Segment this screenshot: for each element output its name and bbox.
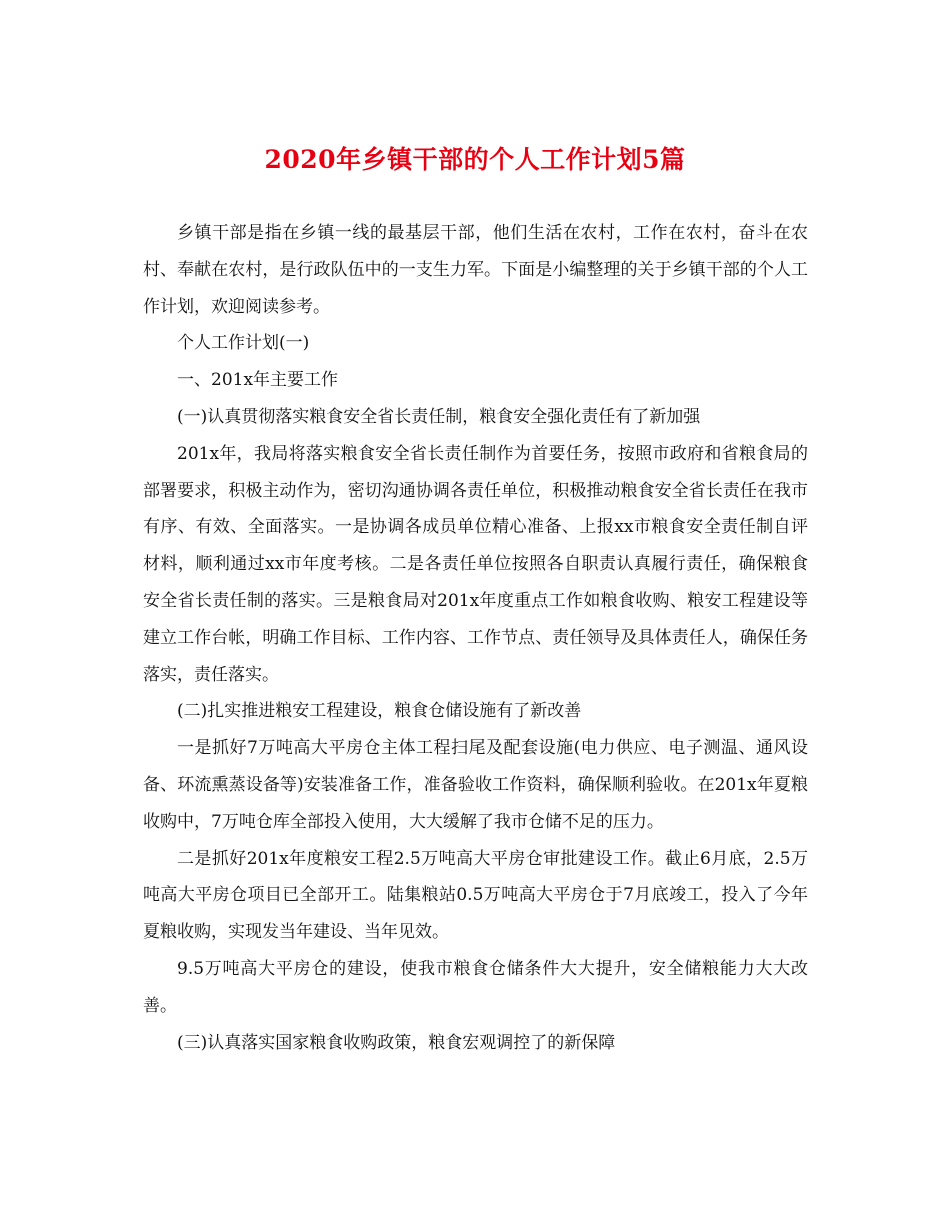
paragraph-body-4: 9.5万吨高大平房仓的建设，使我市粮食仓储条件大大提升，安全储粮能力大大改善。 (143, 958, 808, 1016)
paragraph-plan-heading: 个人工作计划(一) (177, 333, 310, 354)
paragraph-intro: 乡镇干部是指在乡镇一线的最基层干部，他们生活在农村，工作在农村，奋斗在农村、奉献在农村，是行政队伍中的一支生力军。下面是小编整理的关于乡镇干部的个人工作计划，欢迎阅读参考。 (143, 223, 808, 317)
paragraph-subheading-1: (一)认真贯彻落实粮食安全省长责任制，粮食安全强化责任有了新加强 (177, 406, 701, 427)
document-title: 2020年乡镇干部的个人工作计划5篇 (264, 145, 686, 174)
document-body (143, 215, 808, 1061)
paragraph-body-2: 一是抓好7万吨高大平房仓主体工程扫尾及配套设施(电力供应、电子测温、通风设备、环流熏蒸设备等)安装准备工作，准备验收工作资料，确保顺利验收。在201x年夏粮收购中，7万吨仓库全部投入使用，大大缓解了我市仓储不足的压力。 (143, 738, 808, 832)
paragraph-subheading-3: (三)认真落实国家粮食收购政策，粮食宏观调控了的新保障 (177, 1032, 616, 1053)
paragraph-subheading-2: (二)扎实推进粮安工程建设，粮食仓储设施有了新改善 (177, 701, 582, 722)
paragraph-body-3: 二是抓好201x年度粮安工程2.5万吨高大平房仓审批建设工作。截止6月底，2.5万吨高大平房仓项目已全部开工。陆集粮站0.5万吨高大平房仓于7月底竣工，投入了今年夏粮收购，实现发当年建设、当年见效。 (143, 848, 808, 943)
paragraph-body-1: 201x年，我局将落实粮食安全省长责任制作为首要任务，按照市政府和省粮食局的部署要求，积极主动作为，密切沟通协调各责任单位，积极推动粮食安全省长责任在我市有序、有效、全面落实。一是协调各成员单位精心准备、上报xx市粮食安全责任制自评材料，顺利通过xx市年度考核。二是各责任单位按照各自职责认真履行责任，确保粮食安全省长责任制的落实。三是粮食局对201x年度重点工作如粮食收购、粮安工程建设等建立工作台帐，明确工作目标、工作内容、工作节点、责任领导及具体责任人，确保任务落实，责任落实。 (143, 443, 808, 685)
paragraph-section-heading: 一、201x年主要工作 (177, 370, 339, 391)
